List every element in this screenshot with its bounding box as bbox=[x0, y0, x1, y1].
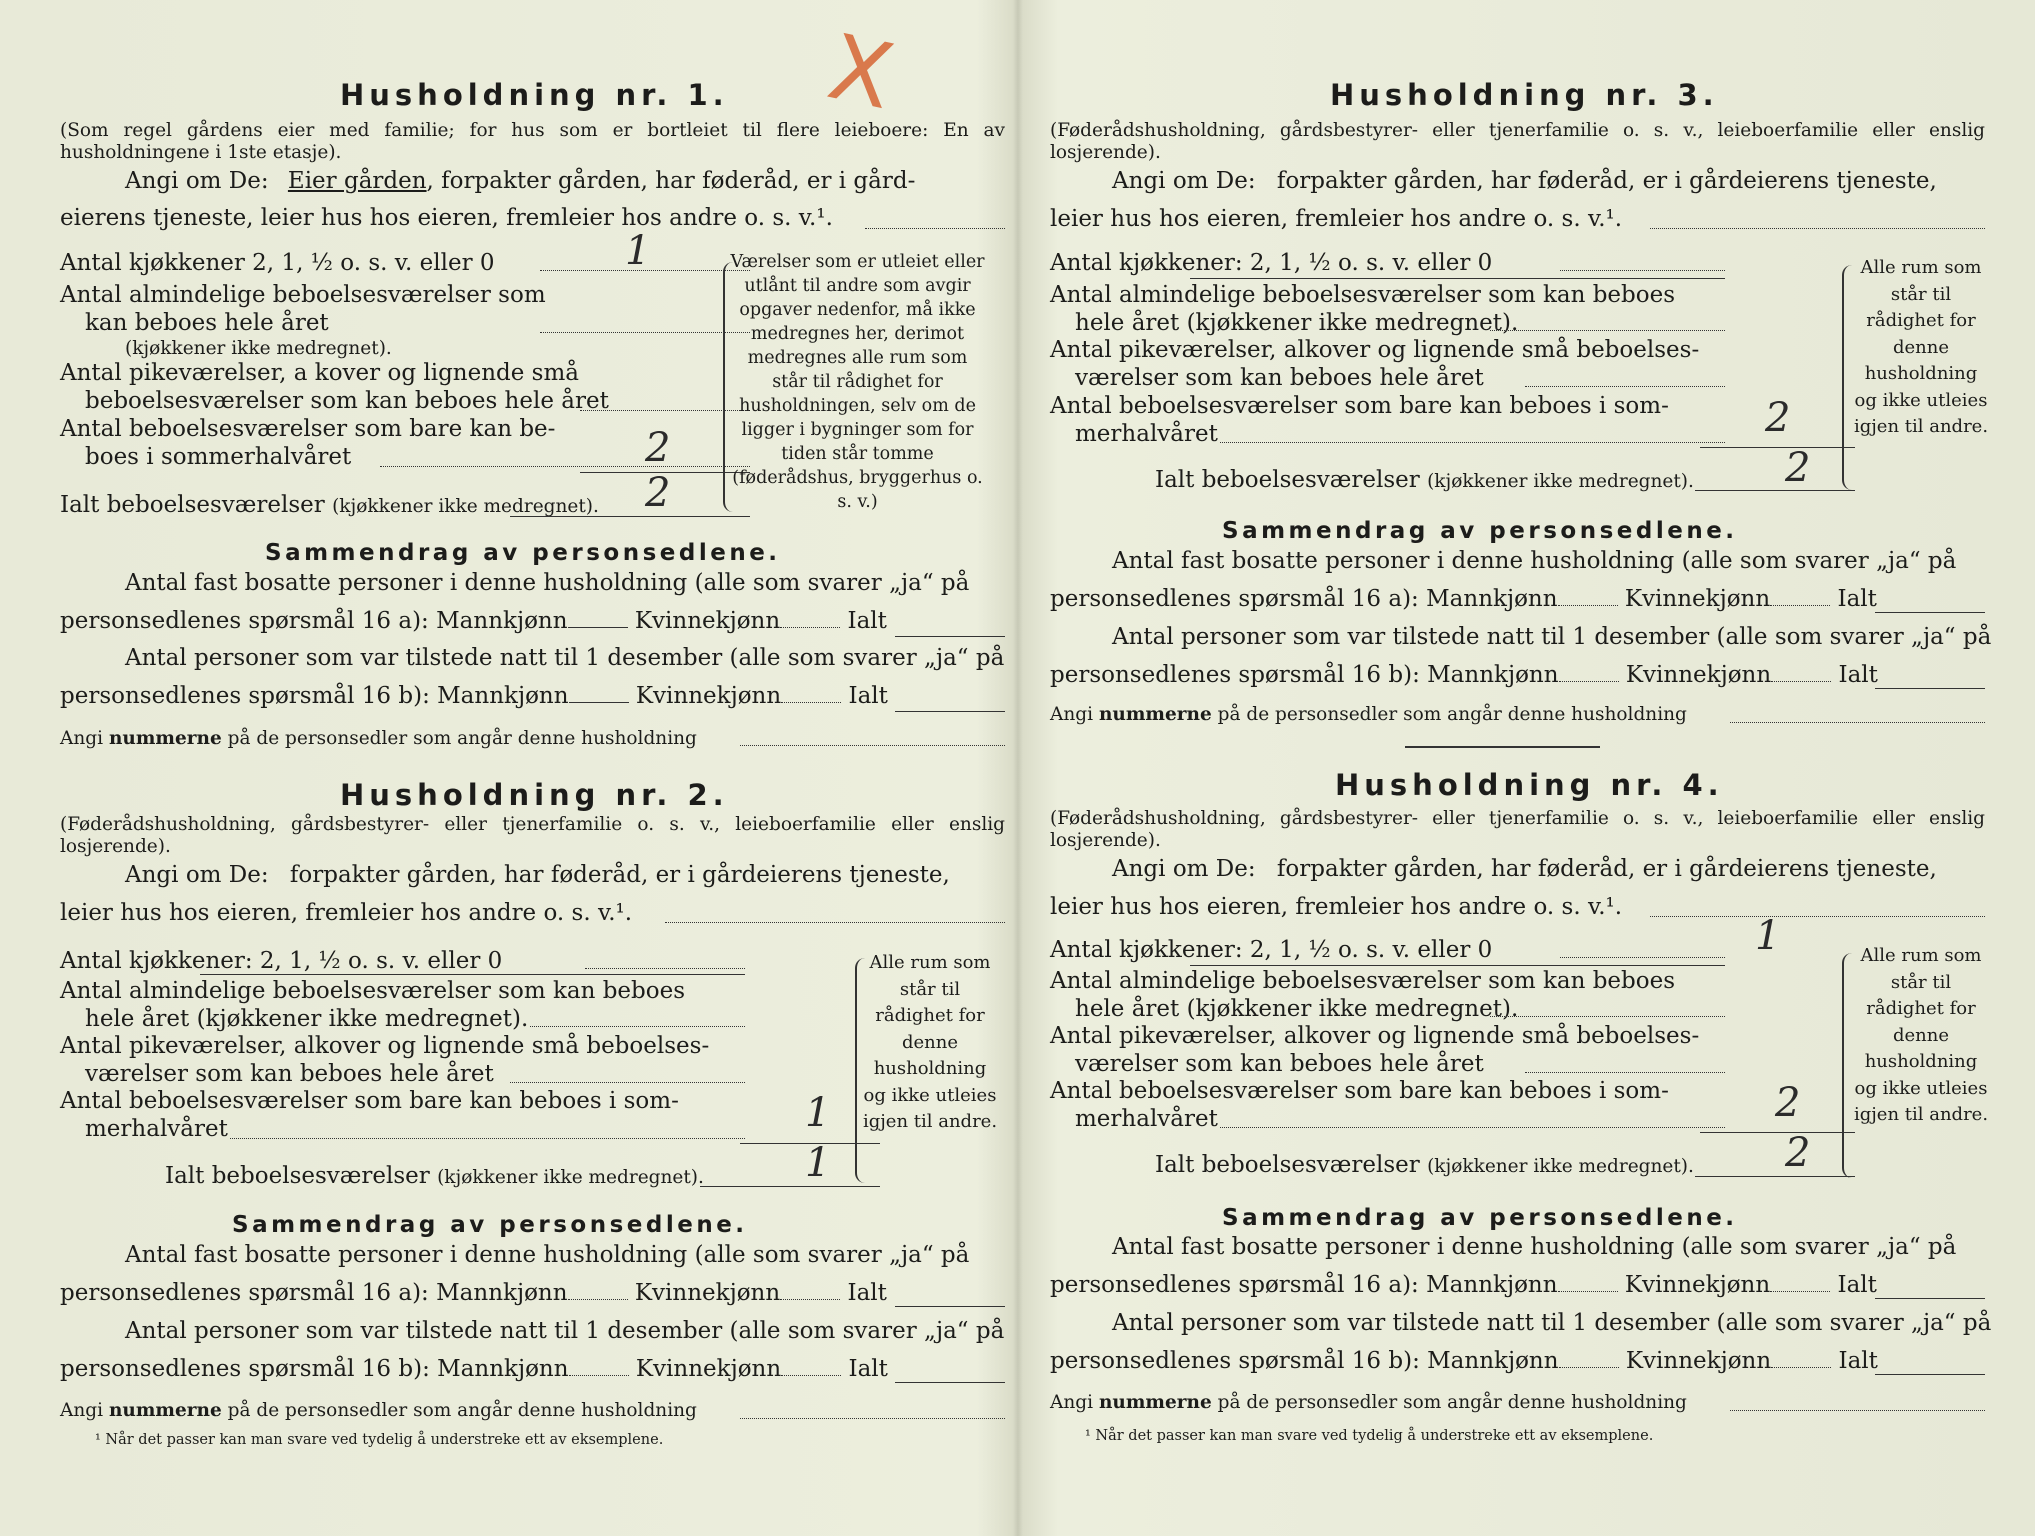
h3-fast-2-text: personsedlenes spørsmål 16 a): Mannkjønn bbox=[1050, 586, 1558, 612]
h2-side-note: Alle rum som står til rådighet for denne husholdning og ikke utleies igjen til andre. bbox=[862, 952, 998, 1132]
h2-ialt-line bbox=[700, 1186, 880, 1187]
h2-fast-2 bbox=[60, 1280, 887, 1306]
h4-sommer-label: Antal beboelsesværelser som bare kan beboes i som- bbox=[1050, 1078, 1669, 1104]
h2-alm-label2: hele året (kjøkkener ikke medregnet). bbox=[85, 1006, 529, 1032]
h1-fast-ialt: Ialt bbox=[847, 608, 887, 634]
h3-leier-dots bbox=[1650, 228, 1985, 229]
h3-leier: leier hus hos eieren, fremleier hos andre o. s. v.¹. bbox=[1050, 206, 1623, 232]
h2-fast-1: Antal fast bosatte personer i denne husholdning (alle som svarer „ja“ på bbox=[125, 1242, 970, 1268]
h1-ialt-text: Ialt beboelsesværelser bbox=[60, 492, 325, 518]
h1-kjokkener-value: 1 bbox=[625, 228, 651, 274]
h1-intro: (Som regel gårdens eier med familie; for hus som er bortleiet til flere leieboere: En av husholdningene i 1ste etasje). bbox=[60, 120, 1005, 163]
h4-tilstede-2-text: personsedlenes spørsmål 16 b): Mannkjønn bbox=[1050, 1348, 1559, 1374]
h3-fast-2 bbox=[1050, 586, 1877, 612]
h3-pike-label2: værelser som kan beboes hele året bbox=[1075, 365, 1484, 391]
h4-tilstede-2 bbox=[1050, 1348, 1878, 1374]
h3-ialt-text: Ialt beboelsesværelser bbox=[1155, 467, 1420, 493]
h1-ialt-line bbox=[510, 516, 750, 517]
h4-tilstede-mann-field bbox=[1559, 1367, 1619, 1368]
h4-angi-num-post: på de personsedler som angår denne husholdning bbox=[1217, 1392, 1687, 1413]
h4-kjokkener-value: 1 bbox=[1755, 913, 1781, 959]
h1-kjokkener-label: Antal kjøkkener 2, 1, ½ o. s. v. eller 0 bbox=[60, 250, 495, 276]
h1-fast-2-text: personsedlenes spørsmål 16 a): Mannkjønn bbox=[60, 608, 568, 634]
h2-tilstede-1: Antal personer som var tilstede natt til 1 desember (alle som svarer „ja“ på bbox=[125, 1318, 1005, 1344]
h2-intro: (Føderådshusholdning, gårdsbestyrer- eller tjenerfamilie o. s. v., leieboerfamilie eller enslig losjerende). bbox=[60, 814, 1005, 857]
h3-tilstede-kvinne: Kvinnekjønn bbox=[1625, 662, 1772, 688]
h1-side-note: Værelser som er utleiet eller utlånt til andre som avgir opgaver nedenfor, må ikke medregnes her, derimot medregnes alle rum som står til rådighet for husholdningen, selv om de ligger i bygninger som for tiden står tomme (føderådshus, bryggerhus o. s. v.) bbox=[730, 252, 985, 512]
h3-pike-label: Antal pikeværelser, alkover og lignende små beboelses- bbox=[1050, 337, 1700, 363]
h4-sommer-value: 2 bbox=[1775, 1080, 1801, 1126]
h4-title: Husholdning nr. 4. bbox=[1335, 768, 1724, 802]
h4-ialt-value: 2 bbox=[1785, 1130, 1811, 1176]
h3-sommer-label: Antal beboelsesværelser som bare kan beboes i som- bbox=[1050, 393, 1669, 419]
h3-fast-1: Antal fast bosatte personer i denne husholdning (alle som svarer „ja“ på bbox=[1112, 548, 1957, 574]
h1-fast-kvinne-field bbox=[780, 627, 840, 628]
h3-tilstede-1: Antal personer som var tilstede natt til 1 desember (alle som svarer „ja“ på bbox=[1112, 624, 1992, 650]
h2-angi bbox=[125, 862, 950, 888]
h1-alm-label2: kan beboes hele året bbox=[85, 310, 329, 336]
h1-tilstede-1: Antal personer som var tilstede natt til 1 desember (alle som svarer „ja“ på bbox=[125, 645, 1005, 671]
h1-fast-mann-field bbox=[568, 627, 628, 628]
h2-sommer-dots bbox=[230, 1138, 745, 1139]
h4-kjokkener-dots bbox=[1560, 957, 1725, 958]
h4-fast-2 bbox=[1050, 1272, 1877, 1298]
h2-fast-kvinne-field bbox=[780, 1299, 840, 1300]
h4-tilstede-1: Antal personer som var tilstede natt til 1 desember (alle som svarer „ja“ på bbox=[1112, 1310, 1992, 1336]
h3-angi-num-dots bbox=[1730, 722, 1985, 723]
h2-sommer-value: 1 bbox=[805, 1090, 831, 1136]
h1-angi-dots bbox=[865, 228, 1005, 229]
h2-fast-2-text: personsedlenes spørsmål 16 a): Mannkjønn bbox=[60, 1280, 568, 1306]
h1-angi bbox=[125, 168, 915, 194]
h1-angi-num bbox=[60, 728, 697, 750]
h4-angi-num-pre: Angi bbox=[1050, 1392, 1094, 1413]
h4-ialt-note: (kjøkkener ikke medregnet). bbox=[1427, 1156, 1694, 1177]
h2-tilstede-2-text: personsedlenes spørsmål 16 b): Mannkjønn bbox=[60, 1356, 569, 1382]
h4-ialt-label bbox=[1155, 1152, 1694, 1178]
h1-fast-1: Antal fast bosatte personer i denne husholdning (alle som svarer „ja“ på bbox=[125, 570, 970, 596]
h1-eier-garden: Eier gården bbox=[287, 168, 427, 194]
h2-leier: leier hus hos eieren, fremleier hos andre o. s. v.¹. bbox=[60, 900, 633, 926]
h2-ialt-text: Ialt beboelsesværelser bbox=[165, 1163, 430, 1189]
h3-pike-dots bbox=[1525, 386, 1725, 387]
h4-tilstede-ialt-line bbox=[1875, 1374, 1985, 1375]
h1-alm-dots bbox=[540, 332, 750, 333]
h2-pike-dots bbox=[510, 1082, 745, 1083]
h1-fast-kvinne: Kvinnekjønn bbox=[634, 608, 781, 634]
h4-pike-label: Antal pikeværelser, alkover og lignende små beboelses- bbox=[1050, 1023, 1700, 1049]
left-footnote: ¹ Når det passer kan man svare ved tydelig å understreke ett av eksemplene. bbox=[95, 1432, 664, 1448]
red-x-mark: X bbox=[819, 14, 902, 131]
h2-kjokkener-dots bbox=[585, 968, 745, 969]
h4-angi-num-dots bbox=[1730, 1410, 1985, 1411]
h4-angi-num bbox=[1050, 1392, 1687, 1414]
h2-fast-ialt-line bbox=[895, 1306, 1005, 1307]
h1-pike-label2: beboelsesværelser som kan beboes hele året bbox=[85, 388, 609, 414]
h1-tilstede-2 bbox=[60, 683, 888, 709]
h4-ialt-line bbox=[1695, 1176, 1855, 1177]
h3-alm-label2: hele året (kjøkkener ikke medregnet). bbox=[1075, 310, 1519, 336]
h2-angi-num-pre: Angi bbox=[60, 1400, 104, 1421]
h2-fast-kvinne: Kvinnekjønn bbox=[634, 1280, 781, 1306]
h4-alm-label2: hele året (kjøkkener ikke medregnet). bbox=[1075, 996, 1519, 1022]
h3-angi-rest: forpakter gården, har føderåd, er i gårdeierens tjeneste, bbox=[1276, 168, 1937, 194]
h4-leier-dots bbox=[1650, 916, 1985, 917]
h3-angi bbox=[1112, 168, 1937, 194]
h1-angi-label: Angi om De: bbox=[125, 168, 269, 194]
h3-kjokkener-dots bbox=[1560, 270, 1725, 271]
h1-alm-note: (kjøkkener ikke medregnet). bbox=[125, 338, 392, 359]
h1-tilstede-ialt: Ialt bbox=[848, 683, 888, 709]
h4-fast-ialt: Ialt bbox=[1837, 1272, 1877, 1298]
h1-angi-num-dots bbox=[740, 745, 1005, 746]
h3-sommer-value: 2 bbox=[1765, 395, 1791, 441]
h2-ialt-value: 1 bbox=[805, 1140, 831, 1186]
h3-angi-num-bold: nummerne bbox=[1098, 704, 1212, 725]
h1-alm-label: Antal almindelige beboelsesværelser som bbox=[60, 282, 546, 308]
h2-angi-num bbox=[60, 1400, 697, 1422]
h2-tilstede-2 bbox=[60, 1356, 888, 1382]
h4-angi-num-bold: nummerne bbox=[1098, 1392, 1212, 1413]
h4-alm-label: Antal almindelige beboelsesværelser som kan beboes bbox=[1050, 968, 1676, 994]
right-footnote: ¹ Når det passer kan man svare ved tydelig å understreke ett av eksemplene. bbox=[1085, 1428, 1654, 1444]
h3-sommer-line bbox=[1700, 447, 1855, 448]
h1-title: Husholdning nr. 1. bbox=[340, 78, 729, 112]
h2-tilstede-kvinne: Kvinnekjønn bbox=[635, 1356, 782, 1382]
h4-sommer-dots bbox=[1220, 1127, 1725, 1128]
h1-sommer-value: 2 bbox=[645, 425, 671, 471]
h3-angi-num bbox=[1050, 704, 1687, 726]
h4-angi-rest: forpakter gården, har føderåd, er i gårdeierens tjeneste, bbox=[1276, 856, 1937, 882]
h1-sommer-label2: boes i sommerhalvåret bbox=[85, 444, 352, 470]
h1-tilstede-ialt-line bbox=[895, 711, 1005, 712]
h4-fast-kvinne-field bbox=[1770, 1291, 1830, 1292]
h1-sommer-label: Antal beboelsesværelser som bare kan be- bbox=[60, 416, 556, 442]
h2-angi-num-post: på de personsedler som angår denne husholdning bbox=[227, 1400, 697, 1421]
h4-angi-label: Angi om De: bbox=[1112, 856, 1256, 882]
h4-fast-ialt-line bbox=[1875, 1298, 1985, 1299]
h1-tilstede-2-text: personsedlenes spørsmål 16 b): Mannkjønn bbox=[60, 683, 569, 709]
h2-tilstede-mann-field bbox=[569, 1375, 629, 1376]
h4-side-note: Alle rum som står til rådighet for denne husholdning og ikke utleies igjen til andre. bbox=[1853, 945, 1989, 1125]
h4-sommer-line bbox=[1700, 1132, 1855, 1133]
h2-sammendrag: Sammendrag av personsedlene. bbox=[232, 1212, 748, 1238]
h3-kjokkener-line bbox=[1190, 278, 1725, 279]
h1-tilstede-kvinne: Kvinnekjønn bbox=[635, 683, 782, 709]
h2-title: Husholdning nr. 2. bbox=[340, 778, 729, 812]
h3-alm-dots bbox=[1490, 330, 1725, 331]
h3-sammendrag: Sammendrag av personsedlene. bbox=[1222, 518, 1738, 544]
h3-ialt-line bbox=[1695, 490, 1855, 491]
h1-angi-line2: eierens tjeneste, leier hus hos eieren, fremleier hos andre o. s. v.¹. bbox=[60, 205, 833, 231]
h2-angi-num-bold: nummerne bbox=[108, 1400, 222, 1421]
h2-tilstede-ialt: Ialt bbox=[848, 1356, 888, 1382]
left-page bbox=[40, 0, 1025, 1536]
h1-sammendrag: Sammendrag av personsedlene. bbox=[265, 540, 781, 566]
h4-intro: (Føderådshusholdning, gårdsbestyrer- eller tjenerfamilie o. s. v., leieboerfamilie eller enslig losjerende). bbox=[1050, 808, 1985, 851]
h2-leier-dots bbox=[665, 922, 1005, 923]
h4-alm-dots bbox=[1490, 1016, 1725, 1017]
h3-tilstede-2 bbox=[1050, 662, 1878, 688]
h2-fast-ialt: Ialt bbox=[847, 1280, 887, 1306]
h1-fast-ialt-line bbox=[895, 636, 1005, 637]
h3-alm-label: Antal almindelige beboelsesværelser som kan beboes bbox=[1050, 282, 1676, 308]
h2-ialt-label bbox=[165, 1163, 704, 1189]
h3-fast-mann-field bbox=[1558, 605, 1618, 606]
h2-ialt-note: (kjøkkener ikke medregnet). bbox=[437, 1167, 704, 1188]
h4-kjokkener-line bbox=[1190, 965, 1725, 966]
h4-tilstede-kvinne: Kvinnekjønn bbox=[1625, 1348, 1772, 1374]
h3-intro: (Føderådshusholdning, gårdsbestyrer- eller tjenerfamilie o. s. v., leieboerfamilie eller enslig losjerende). bbox=[1050, 120, 1985, 163]
h3-sommer-dots bbox=[1220, 442, 1725, 443]
h2-kjokkener-line bbox=[200, 974, 745, 975]
h1-sommer-dots bbox=[380, 466, 750, 467]
h1-tilstede-kvinne-field bbox=[781, 702, 841, 703]
h1-angi-num-bold: nummerne bbox=[108, 728, 222, 749]
h3-sommer-label2: merhalvåret bbox=[1075, 421, 1218, 447]
h2-sommer-label: Antal beboelsesværelser som bare kan beboes i som- bbox=[60, 1088, 679, 1114]
h4-tilstede-kvinne-field bbox=[1771, 1367, 1831, 1368]
h2-alm-label: Antal almindelige beboelsesværelser som kan beboes bbox=[60, 978, 686, 1004]
h4-tilstede-ialt: Ialt bbox=[1838, 1348, 1878, 1374]
h1-ialt-value: 2 bbox=[645, 470, 671, 516]
h1-angi-num-post: på de personsedler som angår denne husholdning bbox=[227, 728, 697, 749]
h4-sommer-label2: merhalvåret bbox=[1075, 1106, 1218, 1132]
h2-pike-label: Antal pikeværelser, alkover og lignende små beboelses- bbox=[60, 1033, 710, 1059]
h3-fast-ialt: Ialt bbox=[1837, 586, 1877, 612]
h4-kjokkener-label: Antal kjøkkener: 2, 1, ½ o. s. v. eller 0 bbox=[1050, 937, 1493, 963]
h4-fast-2-text: personsedlenes spørsmål 16 a): Mannkjønn bbox=[1050, 1272, 1558, 1298]
h3-tilstede-ialt: Ialt bbox=[1838, 662, 1878, 688]
h2-tilstede-ialt-line bbox=[895, 1382, 1005, 1383]
h1-angi-num-pre: Angi bbox=[60, 728, 104, 749]
h2-angi-rest: forpakter gården, har føderåd, er i gårdeierens tjeneste, bbox=[289, 862, 950, 888]
h1-angi-rest: , forpakter gården, har føderåd, er i gård- bbox=[426, 168, 916, 194]
h2-kjokkener-label: Antal kjøkkener: 2, 1, ½ o. s. v. eller 0 bbox=[60, 948, 503, 974]
right-page bbox=[1030, 0, 2015, 1536]
h3-tilstede-ialt-line bbox=[1875, 688, 1985, 689]
h3-title: Husholdning nr. 3. bbox=[1330, 78, 1719, 112]
h4-angi bbox=[1112, 856, 1937, 882]
h4-pike-dots bbox=[1525, 1072, 1725, 1073]
h2-angi-label: Angi om De: bbox=[125, 862, 269, 888]
h4-fast-kvinne: Kvinnekjønn bbox=[1624, 1272, 1771, 1298]
h1-pike-label: Antal pikeværelser, a kover og lignende små bbox=[60, 360, 579, 386]
h3-tilstede-mann-field bbox=[1559, 681, 1619, 682]
h3-angi-num-post: på de personsedler som angår denne husholdning bbox=[1217, 704, 1687, 725]
h3-angi-num-pre: Angi bbox=[1050, 704, 1094, 725]
h3-ialt-note: (kjøkkener ikke medregnet). bbox=[1427, 471, 1694, 492]
h1-fast-2 bbox=[60, 608, 887, 634]
h3-tilstede-kvinne-field bbox=[1771, 681, 1831, 682]
h3-ialt-value: 2 bbox=[1785, 445, 1811, 491]
h3-kjokkener-label: Antal kjøkkener: 2, 1, ½ o. s. v. eller 0 bbox=[1050, 250, 1493, 276]
h3-angi-label: Angi om De: bbox=[1112, 168, 1256, 194]
h4-fast-1: Antal fast bosatte personer i denne husholdning (alle som svarer „ja“ på bbox=[1112, 1234, 1957, 1260]
h2-alm-dots bbox=[530, 1026, 745, 1027]
h3-ialt-label bbox=[1155, 467, 1694, 493]
h3-tilstede-2-text: personsedlenes spørsmål 16 b): Mannkjønn bbox=[1050, 662, 1559, 688]
h2-fast-mann-field bbox=[568, 1299, 628, 1300]
h3-fast-kvinne: Kvinnekjønn bbox=[1624, 586, 1771, 612]
h4-fast-mann-field bbox=[1558, 1291, 1618, 1292]
h3-fast-ialt-line bbox=[1875, 612, 1985, 613]
h4-pike-label2: værelser som kan beboes hele året bbox=[1075, 1051, 1484, 1077]
h2-sommer-label2: merhalvåret bbox=[85, 1116, 228, 1142]
h3-fast-kvinne-field bbox=[1770, 605, 1830, 606]
h1-tilstede-mann-field bbox=[569, 702, 629, 703]
h2-pike-label2: værelser som kan beboes hele året bbox=[85, 1061, 494, 1087]
h4-leier: leier hus hos eieren, fremleier hos andre o. s. v.¹. bbox=[1050, 894, 1623, 920]
h4-sammendrag: Sammendrag av personsedlene. bbox=[1222, 1205, 1738, 1231]
h1-ialt-label bbox=[60, 492, 599, 518]
h2-tilstede-kvinne-field bbox=[781, 1375, 841, 1376]
h1-ialt-note: (kjøkkener ikke medregnet). bbox=[332, 496, 599, 517]
h3-side-note: Alle rum som står til rådighet for denne husholdning og ikke utleies igjen til andre. bbox=[1853, 257, 1989, 437]
section-separator bbox=[1405, 746, 1600, 748]
h2-angi-num-dots bbox=[740, 1418, 1005, 1419]
h4-ialt-text: Ialt beboelsesværelser bbox=[1155, 1152, 1420, 1178]
